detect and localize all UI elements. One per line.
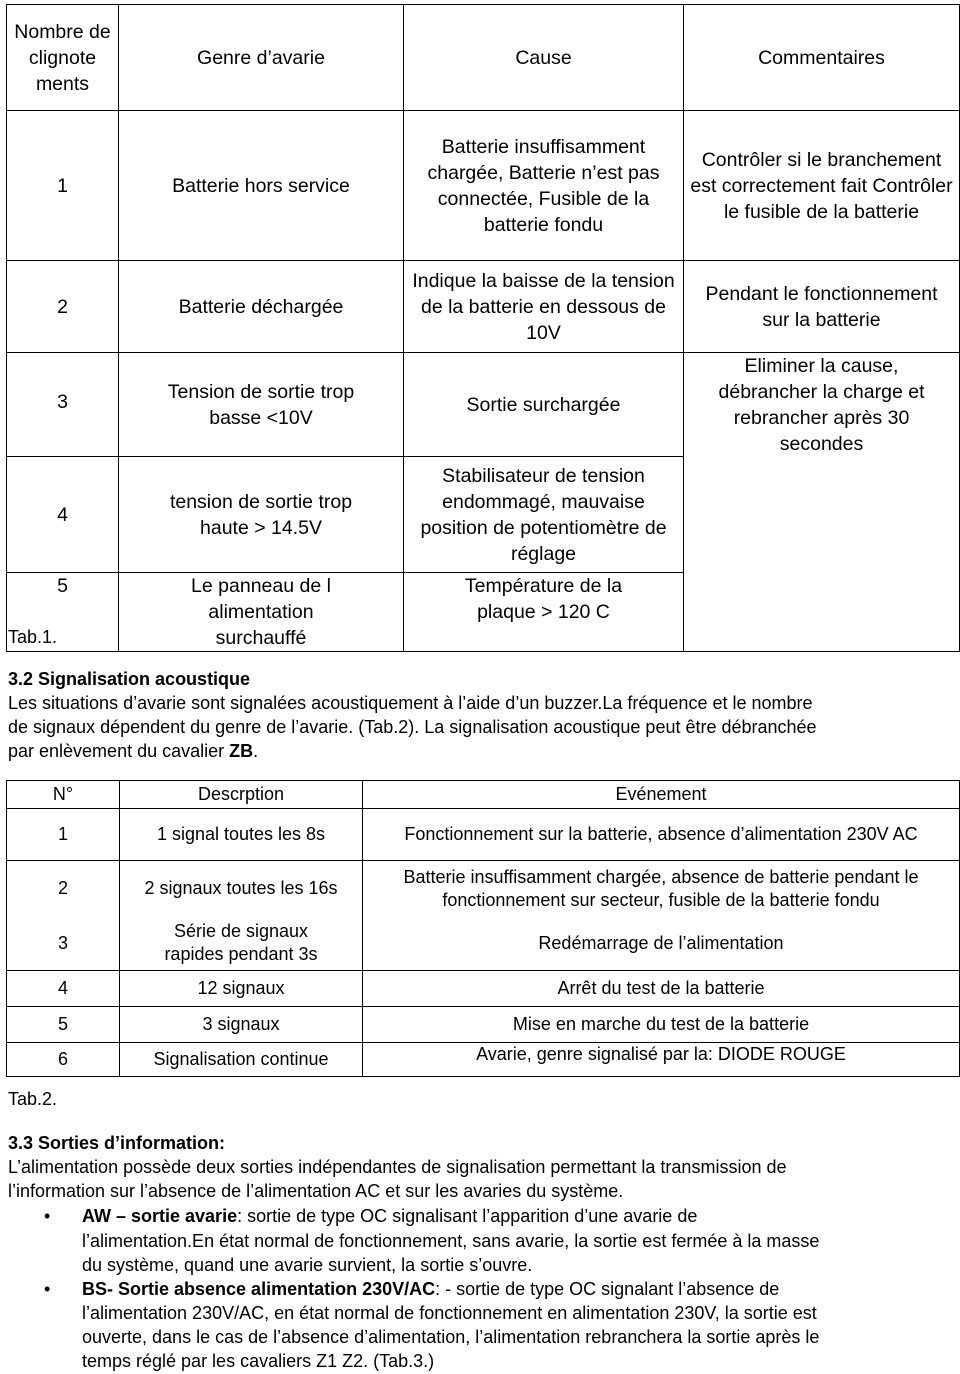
header-comments: Commentaires — [684, 5, 960, 111]
table-row — [7, 861, 960, 917]
table-label: Tab.1. — [8, 627, 58, 647]
output-name: BS- Sortie absence alimentation 230V/AC — [82, 1279, 436, 1299]
table-row — [7, 261, 960, 353]
table-header-row — [7, 781, 960, 809]
row-number: 5 — [7, 1007, 120, 1043]
paragraph-line: Les situations d’avarie sont signalées acoustiquement à l’aide d’un buzzer.La fréquence et le nombre — [8, 693, 813, 713]
table-row — [7, 353, 960, 457]
row-comment: Pendant le fonctionnement sur la batterie — [684, 261, 960, 353]
table-row — [7, 809, 960, 861]
row-cause: Sortie surchargée — [404, 353, 684, 457]
output-name: AW – sortie avarie — [82, 1206, 238, 1226]
header-cause: Cause — [404, 5, 684, 111]
row-cause: Température de la plaque > 120 C — [404, 573, 684, 652]
header-count: Nombre de clignote ments — [7, 5, 119, 111]
section-title: 3.3 Sorties d’information: — [8, 1133, 226, 1153]
row-event: Batterie insuffisamment chargée, absence de batterie pendant le fonctionnement sur secteur, fusible de la batterie fondu — [363, 861, 960, 917]
table-row — [7, 917, 960, 971]
row-description: Signalisation continue — [120, 1043, 363, 1077]
row-number: 1 — [7, 809, 120, 861]
row-number: 4 — [7, 971, 120, 1007]
paragraph-line — [8, 739, 953, 763]
signal-table — [6, 780, 960, 1077]
list-item — [8, 1204, 953, 1278]
row-description: 3 signaux — [120, 1007, 363, 1043]
row-cause: Batterie insuffisamment chargée, Batterie n’est pas connectée, Fusible de la batterie fondu — [404, 111, 684, 261]
bullet-icon: • — [44, 1206, 51, 1226]
bullet-icon: • — [44, 1279, 51, 1299]
row-fault-type: tension de sortie trop haute > 14.5V — [119, 457, 404, 573]
list-item-line: l’alimentation 230V/AC, en état normal de fonctionnement en alimentation 230V, la sortie est — [82, 1303, 817, 1323]
row-number: 2 — [7, 861, 120, 917]
header-fault-type: Genre d’avarie — [119, 5, 404, 111]
row-number: 6 — [7, 1043, 120, 1077]
row-comment: Eliminer la cause, débrancher la charge et rebrancher après 30 secondes — [684, 353, 960, 652]
list-item-line: ouverte, dans le cas de l’absence d’alimentation, l’alimentation rebranchera la sortie après le — [82, 1327, 820, 1347]
row-description: 2 signaux toutes les 16s — [120, 861, 363, 917]
table-label: Tab.2. — [8, 1089, 58, 1109]
row-count: 3 — [7, 353, 119, 457]
row-event: Redémarrage de l’alimentation — [363, 917, 960, 971]
row-count: 5 — [7, 573, 119, 652]
row-cause: Indique la baisse de la tension de la batterie en dessous de 10V — [404, 261, 684, 353]
table-row — [7, 111, 960, 261]
paragraph-line: l’information sur l’absence de l’alimentation AC et sur les avaries du système. — [8, 1181, 624, 1201]
paragraph-line: L’alimentation possède deux sorties indépendantes de signalisation permettant la transmission de — [8, 1157, 787, 1177]
header-description: Descrption — [120, 781, 363, 809]
row-count: 2 — [7, 261, 119, 353]
list-item-line: du système, quand une avarie survient, la sortie s’ouvre. — [82, 1255, 533, 1275]
paragraph-line: de signaux dépendent du genre de l’avarie. (Tab.2). La signalisation acoustique peut être débranchée — [8, 717, 817, 737]
row-event: Fonctionnement sur la batterie, absence d’alimentation 230V AC — [363, 809, 960, 861]
output-text: : - sortie de type OC signalant l’absence de — [435, 1279, 780, 1299]
header-number: N° — [7, 781, 120, 809]
row-cause: Stabilisateur de tension endommagé, mauvaise position de potentiomètre de réglage — [404, 457, 684, 573]
row-count: 4 — [7, 457, 119, 573]
jumper-name: ZB — [229, 741, 254, 761]
row-fault-type: Batterie hors service — [119, 111, 404, 261]
table-row — [7, 971, 960, 1007]
list-item-line: temps réglé par les cavaliers Z1 Z2. (Tab.3.) — [82, 1351, 435, 1371]
list-item-line — [82, 1277, 957, 1302]
row-fault-type: Batterie déchargée — [119, 261, 404, 353]
output-text: : sortie de type OC signalisant l’apparition d’une avarie de — [237, 1206, 698, 1226]
header-event: Evénement — [363, 781, 960, 809]
fault-table — [6, 4, 960, 652]
list-item-line — [82, 1204, 957, 1229]
section-title: 3.2 Signalisation acoustique — [8, 669, 251, 689]
row-event: Mise en marche du test de la batterie — [363, 1007, 960, 1043]
paragraph-text: par enlèvement du cavalier — [8, 741, 230, 761]
table-header-row — [7, 5, 960, 111]
table-row — [7, 1043, 960, 1077]
table-row — [7, 1007, 960, 1043]
row-comment: Contrôler si le branchement est correctement fait Contrôler le fusible de la batterie — [684, 111, 960, 261]
row-fault-type: Le panneau de l alimentation surchauffé — [119, 573, 404, 652]
paragraph-end: . — [253, 741, 259, 761]
row-fault-type: Tension de sortie trop basse <10V — [119, 353, 404, 457]
row-description: 1 signal toutes les 8s — [120, 809, 363, 861]
row-count: 1 — [7, 111, 119, 261]
list-item-line: l’alimentation.En état normal de fonctionnement, sans avarie, la sortie est fermée à la masse — [82, 1230, 820, 1251]
row-description: Série de signaux rapides pendant 3s — [120, 917, 363, 971]
row-event: Avarie, genre signalisé par la: DIODE ROUGE — [363, 1043, 960, 1077]
list-item — [8, 1277, 953, 1373]
row-event: Arrêt du test de la batterie — [363, 971, 960, 1007]
row-number: 3 — [7, 917, 120, 971]
row-description: 12 signaux — [120, 971, 363, 1007]
